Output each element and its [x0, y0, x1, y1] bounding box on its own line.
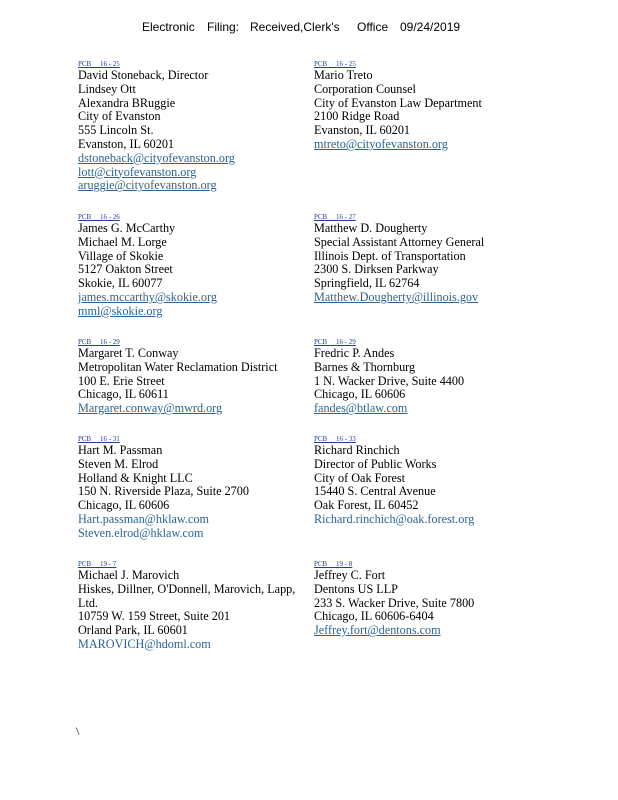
- address-line: Oak Forest, IL 60452: [314, 499, 419, 513]
- address-line: Ltd.: [78, 596, 98, 610]
- address-line: Richard Rinchich: [314, 444, 400, 457]
- email-link[interactable]: mml@skokie.org: [78, 304, 163, 318]
- service-entry: [314, 435, 536, 527]
- case-number: PCB 16 - 27: [314, 213, 356, 221]
- email-link[interactable]: Hart.passman@hklaw.com: [78, 512, 209, 526]
- address-line: Skokie, IL 60077: [78, 277, 163, 291]
- address-line: Barnes & Thornburg: [314, 360, 416, 374]
- address-line: David Stoneback, Director: [78, 69, 209, 82]
- address-line: Chicago, IL 60606: [78, 499, 170, 513]
- address-line: Hiskes, Dillner, O'Donnell, Marovich, Lapp,: [78, 582, 296, 596]
- email-link[interactable]: MAROVICH@hdoml.com: [78, 637, 211, 651]
- address-line: 2300 S. Dirksen Parkway: [314, 263, 439, 277]
- address-line: Metropolitan Water Reclamation District: [78, 360, 278, 374]
- footer-mark: \: [76, 724, 80, 738]
- case-number: PCB 19 - 8: [314, 560, 353, 568]
- email-link[interactable]: Margaret.conway@mwrd.org: [78, 402, 223, 416]
- address-line: Evanston, IL 60201: [78, 137, 175, 151]
- address-line: 10759 W. 159 Street, Suite 201: [78, 610, 231, 624]
- email-link[interactable]: Steven.elrod@hklaw.com: [78, 526, 204, 540]
- address-line: Chicago, IL 60606-6404: [314, 610, 434, 624]
- service-entry: [314, 338, 536, 416]
- header-received: Received,Clerk's: [250, 20, 340, 34]
- address-line: Fredric P. Andes: [314, 347, 395, 360]
- address-line: 233 S. Wacker Drive, Suite 7800: [314, 596, 475, 610]
- header-office: Office: [357, 20, 389, 34]
- address-line: City of Evanston: [78, 110, 161, 124]
- address-line: Corporation Counsel: [314, 82, 416, 96]
- service-entry: [78, 560, 300, 652]
- address-line: Margaret T. Conway: [78, 347, 179, 360]
- header-date: 09/24/2019: [400, 20, 461, 34]
- address-line: James G. McCarthy: [78, 222, 176, 235]
- address-line: Illinois Dept. of Transportation: [314, 249, 466, 263]
- address-line: 555 Lincoln St.: [78, 124, 154, 138]
- case-number: PCB 16 - 29: [78, 338, 120, 346]
- service-entry: [314, 213, 536, 305]
- address-line: 150 N. Riverside Plaza, Suite 2700: [78, 485, 249, 499]
- email-link[interactable]: lott@cityofevanston.org: [78, 165, 197, 179]
- email-link[interactable]: aruggie@cityofevanston.org: [78, 179, 217, 193]
- email-link[interactable]: mtreto@cityofevanston.org: [314, 137, 448, 151]
- address-line: Special Assistant Attorney General: [314, 235, 485, 249]
- address-line: Director of Public Works: [314, 457, 437, 471]
- email-link[interactable]: fandes@btlaw.com: [314, 402, 408, 416]
- case-number: PCB 16 - 29: [314, 338, 356, 346]
- address-line: Lindsey Ott: [78, 82, 136, 96]
- case-number: PCB 19 - 7: [78, 560, 117, 568]
- address-line: Michael J. Marovich: [78, 569, 180, 582]
- address-line: Chicago, IL 60611: [78, 388, 169, 402]
- header-filing: Filing:: [207, 20, 240, 34]
- address-line: Jeffrey C. Fort: [314, 569, 386, 582]
- service-entry: [78, 60, 300, 193]
- address-line: Orland Park, IL 60601: [78, 624, 188, 638]
- address-line: Mario Treto: [314, 69, 373, 82]
- service-entry: [314, 60, 536, 152]
- address-line: 15440 S. Central Avenue: [314, 485, 436, 499]
- case-number: PCB 16 - 33: [314, 435, 356, 443]
- address-line: Matthew D. Dougherty: [314, 222, 428, 235]
- case-number: PCB 16 - 25: [314, 60, 356, 68]
- address-line: Hart M. Passman: [78, 444, 163, 457]
- case-number: PCB 16 - 25: [78, 60, 120, 68]
- email-link[interactable]: dstoneback@cityofevanston.org: [78, 151, 235, 165]
- address-line: Steven M. Elrod: [78, 457, 159, 471]
- address-line: Dentons US LLP: [314, 582, 398, 596]
- service-entry: [314, 560, 536, 638]
- service-entry: [78, 213, 300, 319]
- email-link[interactable]: Jeffrey.fort@dentons.com: [314, 624, 441, 638]
- address-line: 5127 Oakton Street: [78, 263, 173, 277]
- address-line: Evanston, IL 60201: [314, 124, 411, 138]
- address-line: City of Evanston Law Department: [314, 96, 482, 110]
- case-number: PCB 16 - 31: [78, 435, 120, 443]
- filing-header: [0, 20, 618, 36]
- address-line: 2100 Ridge Road: [314, 110, 400, 124]
- email-link[interactable]: Richard.rinchich@oak.forest.org: [314, 512, 475, 526]
- email-link[interactable]: james.mccarthy@skokie.org: [78, 290, 217, 304]
- email-link[interactable]: Matthew.Dougherty@illinois.gov: [314, 290, 479, 304]
- address-line: Chicago, IL 60606: [314, 388, 406, 402]
- address-line: Michael M. Lorge: [78, 235, 167, 249]
- address-line: Springfield, IL 62764: [314, 277, 420, 291]
- address-line: 100 E. Erie Street: [78, 374, 165, 388]
- address-line: Holland & Knight LLC: [78, 471, 193, 485]
- address-line: Alexandra BRuggie: [78, 96, 176, 110]
- case-number: PCB 16 - 26: [78, 213, 120, 221]
- service-entry: [78, 435, 300, 541]
- address-line: 1 N. Wacker Drive, Suite 4400: [314, 374, 465, 388]
- service-entry: [78, 338, 300, 416]
- address-line: City of Oak Forest: [314, 471, 406, 485]
- header-electronic: Electronic: [142, 20, 195, 34]
- address-line: Village of Skokie: [78, 249, 164, 263]
